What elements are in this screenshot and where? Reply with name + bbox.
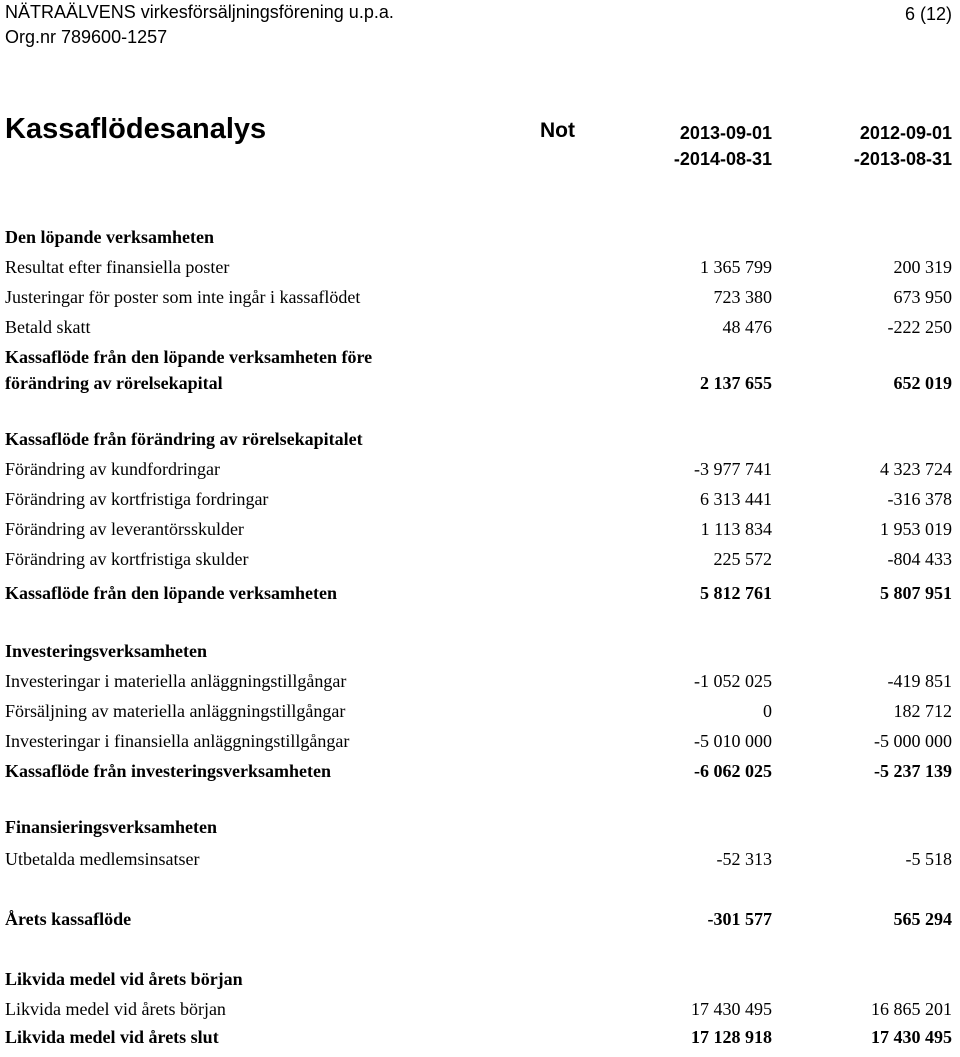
current-period-end: -2014-08-31 bbox=[673, 149, 772, 169]
table-row bbox=[0, 641, 960, 671]
row-value-current: 6 313 441 bbox=[700, 489, 772, 509]
page-number: 6 (12) bbox=[904, 4, 952, 24]
row-value-current: 2 137 655 bbox=[700, 373, 772, 393]
row-label: Investeringar i finansiella anläggningstillgångar bbox=[5, 731, 350, 751]
row-label: Resultat efter finansiella poster bbox=[5, 257, 230, 277]
row-label: Den löpande verksamheten bbox=[5, 227, 215, 247]
table-row bbox=[0, 969, 960, 999]
page-title: Kassaflödesanalys bbox=[5, 113, 267, 145]
prior-period-start: 2012-09-01 bbox=[859, 123, 952, 143]
row-label: Kassaflöde från förändring av rörelsekapitalet bbox=[5, 429, 363, 449]
row-value-current: 0 bbox=[763, 701, 772, 721]
column-header-prior-period bbox=[854, 120, 952, 172]
row-value-current: -1 052 025 bbox=[694, 671, 772, 691]
table-row bbox=[0, 227, 960, 257]
table-row bbox=[0, 701, 960, 731]
row-value-current: 17 430 495 bbox=[691, 999, 772, 1019]
table-row bbox=[0, 287, 960, 317]
table-row bbox=[0, 999, 960, 1029]
row-label: förändring av rörelsekapital bbox=[5, 373, 223, 393]
row-value-prior: -5 000 000 bbox=[874, 731, 952, 751]
prior-period-end: -2013-08-31 bbox=[853, 149, 952, 169]
row-value-current: 48 476 bbox=[722, 317, 772, 337]
row-value-current: 1 113 834 bbox=[700, 519, 772, 539]
row-label: Utbetalda medlemsinsatser bbox=[5, 849, 200, 869]
row-value-prior: 5 807 951 bbox=[880, 583, 952, 603]
row-value-prior: 652 019 bbox=[893, 373, 952, 393]
row-label: Förändring av leverantörsskulder bbox=[5, 519, 244, 539]
table-row bbox=[0, 761, 960, 791]
row-label: Likvida medel vid årets början bbox=[5, 969, 243, 989]
row-label: Förändring av kortfristiga fordringar bbox=[5, 489, 269, 509]
table-row bbox=[0, 1027, 960, 1057]
row-label: Förändring av kortfristiga skulder bbox=[5, 549, 249, 569]
table-row bbox=[0, 373, 960, 403]
table-row bbox=[0, 317, 960, 347]
row-value-current: -52 313 bbox=[716, 849, 772, 869]
table-row bbox=[0, 849, 960, 879]
table-row bbox=[0, 731, 960, 761]
row-value-current: 5 812 761 bbox=[700, 583, 772, 603]
row-value-prior: 17 430 495 bbox=[871, 1027, 952, 1047]
row-value-prior: 1 953 019 bbox=[880, 519, 952, 539]
row-label: Kassaflöde från investeringsverksamheten bbox=[5, 761, 331, 781]
row-value-current: 225 572 bbox=[713, 549, 772, 569]
table-row bbox=[0, 817, 960, 847]
row-label: Betald skatt bbox=[5, 317, 91, 337]
row-value-prior: 673 950 bbox=[893, 287, 952, 307]
row-value-prior: -5 518 bbox=[905, 849, 952, 869]
row-label: Årets kassaflöde bbox=[5, 909, 132, 929]
row-value-prior: -419 851 bbox=[887, 671, 952, 691]
row-value-prior: -222 250 bbox=[887, 317, 952, 337]
row-label: Försäljning av materiella anläggningstillgångar bbox=[5, 701, 346, 721]
row-value-prior: -804 433 bbox=[887, 549, 952, 569]
row-value-prior: 4 323 724 bbox=[880, 459, 952, 479]
row-label: Kassaflöde från den löpande verksamheten före bbox=[5, 347, 373, 367]
table-row bbox=[0, 671, 960, 701]
row-label: Finansieringsverksamheten bbox=[5, 817, 218, 837]
table-row bbox=[0, 519, 960, 549]
row-label: Förändring av kundfordringar bbox=[5, 459, 220, 479]
row-value-current: -5 010 000 bbox=[694, 731, 772, 751]
row-value-current: -6 062 025 bbox=[694, 761, 772, 781]
row-value-current: -301 577 bbox=[707, 909, 772, 929]
row-label: Likvida medel vid årets slut bbox=[5, 1027, 219, 1047]
table-row bbox=[0, 909, 960, 939]
row-value-current: 17 128 918 bbox=[691, 1027, 772, 1047]
row-label: Likvida medel vid årets början bbox=[5, 999, 226, 1019]
row-label: Kassaflöde från den löpande verksamheten bbox=[5, 583, 338, 603]
column-header-current-period bbox=[674, 120, 772, 172]
row-value-prior: -316 378 bbox=[887, 489, 952, 509]
row-value-current: 1 365 799 bbox=[700, 257, 772, 277]
row-value-prior: 565 294 bbox=[893, 909, 952, 929]
row-value-current: 723 380 bbox=[713, 287, 772, 307]
table-row bbox=[0, 257, 960, 287]
current-period-start: 2013-09-01 bbox=[679, 123, 772, 143]
row-value-prior: 182 712 bbox=[893, 701, 952, 721]
row-value-current: -3 977 741 bbox=[694, 459, 772, 479]
page-header-org-nr: Org.nr 789600-1257 bbox=[5, 27, 168, 47]
table-row bbox=[0, 583, 960, 613]
row-label: Investeringar i materiella anläggningstillgångar bbox=[5, 671, 347, 691]
row-value-prior: 16 865 201 bbox=[871, 999, 952, 1019]
column-header-note: Not bbox=[540, 119, 575, 142]
row-label: Investeringsverksamheten bbox=[5, 641, 207, 661]
row-value-prior: -5 237 139 bbox=[874, 761, 952, 781]
table-row bbox=[0, 549, 960, 579]
row-value-prior: 200 319 bbox=[893, 257, 952, 277]
row-label: Justeringar för poster som inte ingår i kassaflödet bbox=[5, 287, 361, 307]
table-row bbox=[0, 489, 960, 519]
page-header-org-name: NÄTRAÄLVENS virkesförsäljningsförening u.p.a. bbox=[5, 2, 394, 22]
table-row bbox=[0, 459, 960, 489]
table-row bbox=[0, 429, 960, 459]
